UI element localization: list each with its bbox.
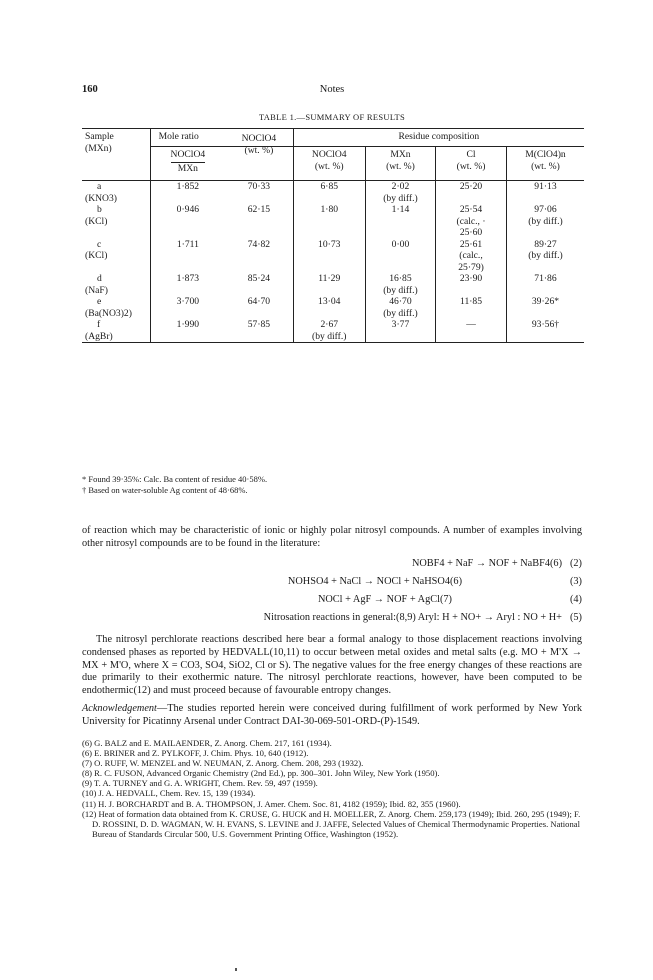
- ratio-cell: [150, 273, 225, 296]
- sample-compound: (AgBr): [85, 330, 113, 342]
- noclo4-value: 74·82: [247, 238, 271, 250]
- residue-mxn-value: 46·70: [389, 296, 412, 307]
- reference-item: (6) G. BALZ and E. MAILAENDER, Z. Anorg. Chem. 217, 161 (1934).: [82, 738, 332, 748]
- ratio-cell: [150, 239, 225, 274]
- residue-mxn-cell: [365, 239, 435, 274]
- ratio-cell: [150, 204, 225, 239]
- residue-mxn-note: (by diff.): [383, 284, 418, 296]
- sample-compound: (NaF): [85, 284, 108, 296]
- running-head: Notes: [319, 84, 345, 95]
- noclo4-cell: [225, 239, 293, 274]
- residue-noclo4-label: NOClO4: [311, 149, 347, 161]
- noclo4-value: 64·70: [247, 296, 271, 307]
- sample-compound: (KCl): [85, 250, 108, 261]
- ratio-value: 1·873: [176, 273, 200, 284]
- noclo4-cell: [225, 204, 293, 239]
- residue-noclo4-cell: [293, 319, 365, 343]
- ratio-denominator: MXn: [177, 162, 198, 174]
- residue-mxn-unit: (wt. %): [386, 160, 415, 172]
- page-number: 160: [82, 84, 98, 95]
- acknowledgement-label: Acknowledgement: [82, 703, 157, 714]
- equation-row: [82, 594, 582, 608]
- residue-noclo4-value: 2·67: [320, 319, 339, 330]
- reference-item: (11) H. J. BORCHARDT and B. A. THOMPSON, J. Amer. Chem. Soc. 81, 4182 (1959); Ibid. 82, 355 (1960).: [82, 798, 461, 809]
- residue-cl-cell: [436, 181, 507, 205]
- residue-mxn-value: 1·14: [391, 204, 410, 215]
- reference-item: (10) J. A. HEDVALL, Chem. Rev. 15, 139 (1934).: [82, 788, 256, 799]
- sample-cell: [82, 181, 150, 205]
- residue-noclo4-cell: [293, 296, 365, 319]
- residue-cl-unit: (wt. %): [456, 160, 486, 172]
- sample-cell: [82, 204, 150, 239]
- noclo4-cell: [225, 319, 293, 343]
- sample-cell: [82, 273, 150, 296]
- reference-item: (12) Heat of formation data obtained from K. CRUSE, G. HUCK and H. MOELLER, Z. Anorg. Chem. 259,173 (1949); Ibid. 260, 295 (1949); F. D. ROSSINI, D. D. WAGMAN, W. H. EVANS, S. LEVINE and J. JAFFE, Selected Values of Chemical Thermodynamic Properties. National Bureau of Standards Circular 500, U.S. Government Printing Office, Washington (1952).: [82, 808, 581, 839]
- equation-row: [82, 576, 582, 590]
- sample-letter: a: [97, 181, 102, 192]
- equation: NOBF4 + NaF → NOF + NaBF4(6): [411, 558, 562, 569]
- noclo4-cell: [225, 181, 293, 205]
- residue-cl-value: 25·20: [459, 181, 483, 192]
- residue-mclo4-value: 71·86: [534, 273, 557, 284]
- residue-cl-note: (calc., · 25·60: [456, 215, 486, 238]
- sample-header: [82, 129, 150, 181]
- table-row: [82, 296, 584, 319]
- residue-cl-value: —: [466, 319, 476, 330]
- equation: NOHSO4 + NaCl → NOCl + NaHSO4(6): [287, 576, 462, 587]
- equation-number: (3): [569, 576, 582, 587]
- acknowledgement-text: —The studies reported herein were conceived during fulfillment of work performed by New York University for Picatinny Arsenal under Contract DAI-30-069-501-ORD-(P)-1549.: [82, 703, 582, 727]
- residue-noclo4-cell: [293, 239, 365, 274]
- noclo4-wt-header: [225, 133, 293, 167]
- sample-letter: f: [97, 319, 101, 330]
- residue-mxn-value: 0·00: [391, 238, 410, 250]
- equation-row: [82, 612, 582, 626]
- residue-mclo4-label: M(ClO4)n: [525, 149, 566, 161]
- noclo4-cell: [225, 273, 293, 296]
- residue-mxn-cell: [365, 273, 435, 296]
- sample-header-label: Sample: [85, 131, 114, 142]
- footnote-dagger: † Based on water-soluble Ag content of 48·68%.: [82, 484, 248, 495]
- ratio-value: 1·711: [176, 238, 199, 250]
- noclo4-wt-label: NOClO4: [241, 133, 277, 145]
- reference-item: (6) E. BRINER and Z. PYLKOFF, J. Chim. Phys. 10, 640 (1912).: [82, 748, 309, 759]
- footnote-star: * Found 39·35%: Calc. Ba content of residue 40·58%.: [82, 474, 268, 484]
- residue-mxn-cell: [365, 296, 435, 319]
- scan-speck: [235, 968, 237, 971]
- residue-cl-label: Cl: [466, 149, 476, 161]
- residue-mxn-value: 16·85: [389, 273, 412, 284]
- residue-mxn-label: MXn: [390, 149, 411, 161]
- residue-cl-value: 25·54: [459, 204, 483, 215]
- residue-noclo4-value: 10·73: [318, 238, 341, 250]
- table-caption: TABLE 1.—SUMMARY OF RESULTS: [258, 112, 406, 122]
- sample-letter: d: [97, 273, 102, 284]
- residue-cl-cell: [436, 239, 507, 274]
- residue-mclo4-value: 89·27: [534, 238, 557, 250]
- ratio-cell: [150, 296, 225, 319]
- residue-mclo4-value: 39·26*: [531, 296, 560, 307]
- ratio-cell: [150, 319, 225, 343]
- residue-mclo4-cell: [506, 204, 584, 239]
- residue-mclo4-cell: [506, 273, 584, 296]
- table-row: [82, 204, 584, 239]
- ratio-numerator: NOClO4: [171, 149, 206, 163]
- residue-noclo4-cell: [293, 204, 365, 239]
- residue-mxn-cell: [365, 319, 435, 343]
- ratio-value: 1·852: [176, 181, 200, 192]
- residue-noclo4-note: (by diff.): [312, 330, 347, 342]
- sample-letter: e: [97, 296, 102, 307]
- sample-compound: (KCl): [85, 215, 108, 227]
- sample-cell: [82, 319, 150, 343]
- residue-mxn-value: 3·77: [391, 319, 410, 330]
- ratio-value: 0·946: [176, 204, 200, 215]
- ratio-value: 3·700: [176, 296, 200, 307]
- residue-cl-header: [436, 147, 507, 181]
- reference-item: (9) T. A. TURNEY and G. A. WRIGHT, Chem. Rev. 59, 497 (1959).: [82, 778, 318, 789]
- ratio-header: [150, 147, 225, 181]
- noclo4-cell: [225, 296, 293, 319]
- mole-ratio-group-header: Mole ratio: [150, 129, 293, 147]
- sample-compound: (Ba(NO3)2): [85, 307, 132, 319]
- residue-noclo4-unit: (wt. %): [314, 160, 344, 172]
- sample-letter: c: [97, 238, 102, 250]
- paragraph-reaction: of reaction which may be characteristic of ionic or highly polar nitrosyl compounds. A number of examples involving other nitrosyl compounds are to be found in the literature:: [82, 525, 582, 549]
- sample-cell: [82, 296, 150, 319]
- reference-item: (7) O. RUFF, W. MENZEL and W. NEUMAN, Z. Anorg. Chem. 208, 293 (1932).: [82, 758, 364, 769]
- residue-mxn-cell: [365, 181, 435, 205]
- residue-composition-group-header: Residue composition: [293, 129, 584, 147]
- table-body: [82, 181, 584, 343]
- residue-cl-cell: [436, 296, 507, 319]
- residue-noclo4-cell: [293, 273, 365, 296]
- table-row: [82, 239, 584, 274]
- table-footnotes: [82, 474, 582, 495]
- equation-row: [82, 558, 582, 572]
- residue-mclo4-note: (by diff.): [528, 215, 563, 227]
- residue-mclo4-unit: (wt. %): [531, 160, 560, 172]
- noclo4-value: 70·33: [247, 181, 271, 192]
- residue-cl-cell: [436, 319, 507, 343]
- residue-mclo4-value: 91·13: [534, 181, 557, 192]
- residue-noclo4-header: [293, 147, 365, 181]
- reference-item: (8) R. C. FUSON, Advanced Organic Chemistry (2nd Ed.), pp. 300–301. John Wiley, New York (1950).: [82, 768, 440, 779]
- residue-noclo4-value: 13·04: [318, 296, 341, 307]
- residue-cl-cell: [436, 204, 507, 239]
- residue-cl-value: 11·85: [460, 296, 483, 307]
- residue-cl-cell: [436, 273, 507, 296]
- residue-mclo4-value: 97·06: [534, 204, 557, 215]
- equation: NOCl + AgF → NOF + AgCl(7): [317, 594, 452, 605]
- sample-header-sub: (MXn): [85, 142, 112, 154]
- residue-noclo4-value: 1·80: [320, 204, 339, 215]
- sample-cell: [82, 239, 150, 274]
- residue-cl-value: 23·90: [459, 273, 483, 284]
- residue-mxn-note: (by diff.): [383, 307, 418, 319]
- equation-number: (4): [569, 594, 582, 605]
- residue-noclo4-value: 11·29: [318, 273, 341, 284]
- residue-mxn-cell: [365, 204, 435, 239]
- ratio-value: 1·990: [176, 319, 200, 330]
- residue-mclo4-cell: [506, 181, 584, 205]
- residue-mclo4-header: [506, 147, 584, 181]
- residue-mclo4-value: 93·56†: [531, 319, 560, 330]
- noclo4-wt-unit: (wt. %): [244, 144, 274, 156]
- residue-noclo4-value: 6·85: [320, 181, 339, 192]
- residue-mxn-value: 2·02: [391, 181, 410, 192]
- residue-mclo4-cell: [506, 319, 584, 343]
- noclo4-value: 85·24: [247, 273, 271, 284]
- residue-mclo4-cell: [506, 296, 584, 319]
- noclo4-value: 62·15: [247, 204, 271, 215]
- residue-mxn-header: [365, 147, 435, 181]
- sample-letter: b: [97, 204, 102, 215]
- residue-cl-value: 25·61: [459, 238, 483, 250]
- table-row: [82, 319, 584, 343]
- residue-cl-note: (calc., 25·79): [458, 250, 484, 273]
- residue-mclo4-cell: [506, 239, 584, 274]
- table-row: [82, 273, 584, 296]
- paragraph-nitrosyl-perchlorate: The nitrosyl perchlorate reactions described here bear a formal analogy to those displacement reactions involving condensed phases as reported by HEDVALL(10,11) to occur between metal oxides and metal salts (e.g. MO + M'X → MX + M'O, where X = CO3, SO4, SiO2, Cl or S). The negative values for the free energy changes of these reactions are due primarily to their exothermic nature. The nitrosyl perchlorate reactions, however, have been computed to be endothermic(12) and must proceed because of favourable entropy changes.: [82, 634, 582, 697]
- equation-number: (5): [569, 612, 582, 623]
- residue-mxn-note: (by diff.): [383, 192, 418, 204]
- residue-mclo4-note: (by diff.): [528, 250, 563, 261]
- reference-list: [82, 738, 582, 839]
- sample-compound: (KNO3): [85, 192, 117, 204]
- table-row: [82, 181, 584, 205]
- equation-number: (2): [569, 558, 582, 569]
- residue-noclo4-cell: [293, 181, 365, 205]
- ratio-cell: [150, 181, 225, 205]
- results-table: [82, 128, 584, 343]
- noclo4-value: 57·85: [247, 319, 271, 330]
- acknowledgement: [82, 703, 582, 729]
- equation: Nitrosation reactions in general:(8,9) Aryl: H + NO+ → Aryl : NO + H+: [263, 612, 562, 623]
